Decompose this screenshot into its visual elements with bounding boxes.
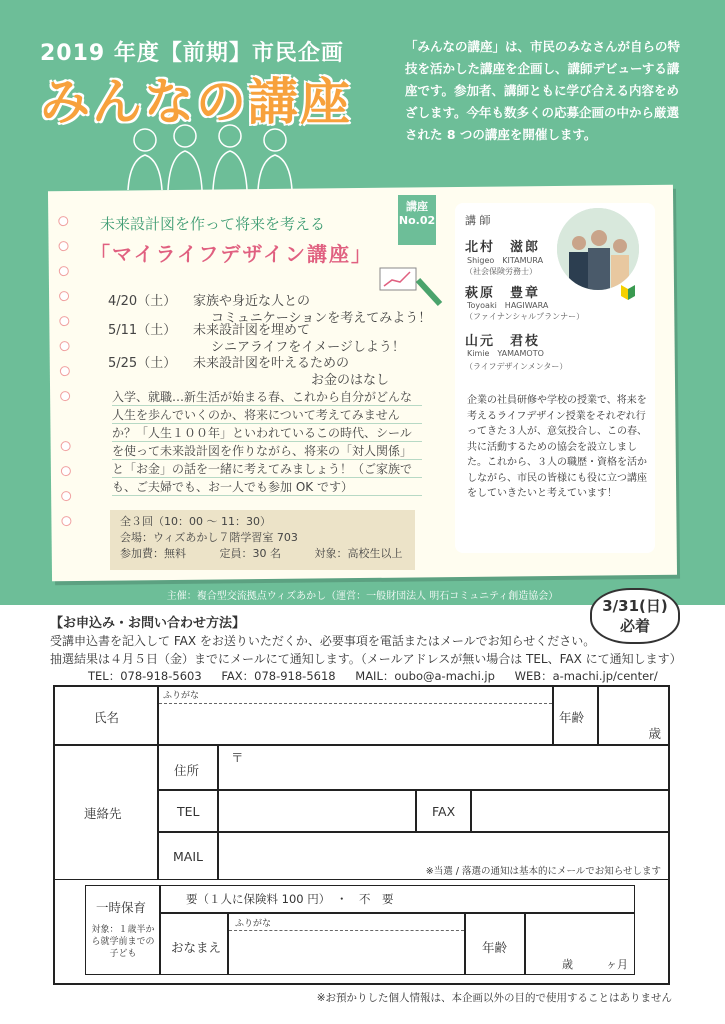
schedule-item xyxy=(108,355,438,391)
intro-text: 「みんなの講座」は、市民のみなさんが自らの特技を活かした講座を企画し、講師デビューする講座です。参加者、講師ともに学び合える内容をめざします。今年も数多くの応募企画の中から厳選された 8 つの講座を開催します。 xyxy=(405,39,681,142)
child-name-label-cell xyxy=(160,913,228,975)
schedule-topic xyxy=(193,355,389,389)
apply-instructions: 受講申込書を記入して FAX をお送りいただくか、必要事項を電話またはメールでお知らせください。 xyxy=(50,634,596,648)
tel-label: TEL xyxy=(177,804,200,819)
tel-field[interactable] xyxy=(218,790,416,832)
course-subtitle: 未来設計図を作って将来を考える xyxy=(100,215,326,233)
furigana-label: ふりがな xyxy=(163,691,200,701)
beginner-mark-icon xyxy=(620,283,636,301)
childcare-options: 要（１人に保険料 100 円） ・ 不 要 xyxy=(186,892,394,906)
course-number-tag xyxy=(398,195,436,245)
schedule-topic-line: 未来設計図を埋めて xyxy=(193,323,311,338)
lecturer-name: 山元 君枝 xyxy=(465,334,541,349)
contact-info xyxy=(88,668,674,684)
child-age-label: 年齢 xyxy=(482,940,508,955)
fax-label: FAX xyxy=(432,804,456,819)
age-label-cell xyxy=(553,685,598,745)
childcare-label: 一時保育 xyxy=(96,900,147,915)
fax-label-cell xyxy=(416,790,471,832)
info-row xyxy=(120,546,405,562)
lecturer-role: （社会保険労務士） xyxy=(465,267,537,276)
child-name-label: おなまえ xyxy=(171,940,222,955)
lecturer-roman: Shigeo KITAMURA xyxy=(467,256,544,265)
contact-fax: FAX：078-918-5618 xyxy=(221,669,336,683)
age-field[interactable] xyxy=(598,685,670,745)
child-name-field[interactable] xyxy=(228,913,465,975)
course-info-box xyxy=(110,510,415,570)
childcare-label-cell xyxy=(85,885,160,975)
lecturer-name: 北村 滋郎 xyxy=(465,240,541,255)
address-label: 住所 xyxy=(174,763,200,778)
event-subtitle: 2019 年度【前期】市民企画 xyxy=(40,41,344,66)
contact-mail[interactable]: MAIL：oubo@a-machi.jp xyxy=(355,669,495,683)
contact-label-cell xyxy=(53,745,158,880)
name-label: 氏名 xyxy=(94,710,120,725)
organizer-text: 主催：複合型交流拠点ウィズあかし（運営：一般財団法人 明石コミュニティ創造協会） xyxy=(166,591,559,602)
name-label-cell xyxy=(53,685,158,745)
apply-result-note: 抽選結果は４月５日（金）までにメールにて通知します。（メールアドレスが無い場合は TEL、FAX にて通知します） xyxy=(50,652,682,666)
course-title: 「マイライフデザイン講座」 xyxy=(90,242,373,266)
lecturers-photo-image xyxy=(557,208,639,290)
course-description: 入学、就職…新生活が始まる春、これから自分がどんな人生を歩んでいくのか、将来について考えてみませんか？「人生１００年」といわれているこの時代、シールを使って未来設計図を作りながら、将来の「対人関係」と「お金」の話を一緒に考えてみましょう！（ご家族でも、ご夫婦でも、お一人でも参加 OK です） xyxy=(112,388,422,496)
deadline-date: 3/31(日) xyxy=(602,597,668,615)
fax-field[interactable] xyxy=(471,790,670,832)
childcare-target: 対象：１歳半から就学前までの子ども xyxy=(91,925,155,959)
course-tag-number: No.02 xyxy=(398,214,436,227)
schedule-date: 5/11（土） xyxy=(108,323,177,338)
schedule-item xyxy=(108,322,438,358)
childcare-option-field[interactable] xyxy=(160,885,635,913)
child-furigana-label: ふりがな xyxy=(235,919,272,929)
schedule-date: 4/20（土） xyxy=(108,294,177,309)
schedule-topic-line: コミュニケーションを考えてみよう！ xyxy=(211,311,432,326)
age-unit: 歳 xyxy=(648,726,661,741)
age-label: 年齢 xyxy=(559,710,585,725)
lecturer-role: （ファイナンシャルプランナー） xyxy=(465,312,585,321)
mail-label-cell xyxy=(158,832,218,880)
mail-label: MAIL xyxy=(173,849,203,864)
info-capacity: 定員：30 名 xyxy=(219,547,281,560)
mail-field[interactable] xyxy=(218,832,670,880)
child-age-field[interactable] xyxy=(525,913,635,975)
address-field[interactable] xyxy=(218,745,670,790)
child-age-unit: 歳 ヶ月 xyxy=(562,958,628,971)
people-illustration xyxy=(120,120,300,190)
lecturer-description: 企業の社員研修や学校の授業で、将来を考えるライフデザイン授業をそれぞれ行ってきた３人が、意気投合し、この春、共に活動するための協会を設立しました。これから、３人の職歴・資格を活かしながら、市民の皆様にも役に立つ講座をしていきたいと考えています！ xyxy=(467,395,647,499)
info-sessions: 全３回（10：00 〜 11：30） xyxy=(120,515,271,528)
child-age-label-cell xyxy=(465,913,525,975)
schedule-topic xyxy=(193,322,405,356)
info-target: 対象：高校生以上 xyxy=(314,547,403,560)
schedule-topic-line: 家族や身近な人との xyxy=(193,294,311,309)
lecturer-label: 講 師 xyxy=(465,214,491,227)
schedule-topic-line: 未来設計図を叶えるための xyxy=(193,356,350,371)
mail-note: ※当選 / 落選の通知は基本的にメールでお知らせします xyxy=(425,866,661,877)
lecturer-name: 萩原 豊章 xyxy=(465,286,541,301)
name-field[interactable] xyxy=(158,685,553,745)
info-fee: 参加費：無料 xyxy=(120,547,186,560)
contact-tel: TEL：078-918-5603 xyxy=(88,669,202,683)
event-title: みんなの講座 xyxy=(40,73,352,131)
deadline-note: 必着 xyxy=(619,617,650,635)
contact-web[interactable]: WEB：a-machi.jp/center/ xyxy=(514,669,658,683)
info-venue: 会場：ウィズあかし７階学習室 703 xyxy=(120,531,298,544)
apply-heading: 【お申込み・お問い合わせ方法】 xyxy=(50,616,246,631)
lecturers-photo xyxy=(557,208,639,290)
schedule-topic-line: お金のはなし xyxy=(311,373,390,388)
tel-label-cell xyxy=(158,790,218,832)
schedule-topic-line: シニアライフをイメージしよう！ xyxy=(211,340,405,355)
course-tag-label: 講座 xyxy=(406,200,428,213)
lecturer-roman: Kimie YAMAMOTO xyxy=(467,349,544,358)
privacy-note: ※お預かりした個人情報は、本企画以外の目的で使用することはありません xyxy=(316,992,672,1004)
address-label-cell xyxy=(158,745,218,790)
deadline-badge xyxy=(590,588,680,644)
contact-label: 連絡先 xyxy=(84,806,122,821)
lecturer-role: （ライフデザインメンター） xyxy=(465,362,568,371)
schedule-date: 5/25（土） xyxy=(108,356,177,371)
lecturer-roman: Toyoaki HAGIWARA xyxy=(467,301,549,310)
postal-mark: 〒 xyxy=(231,750,244,765)
